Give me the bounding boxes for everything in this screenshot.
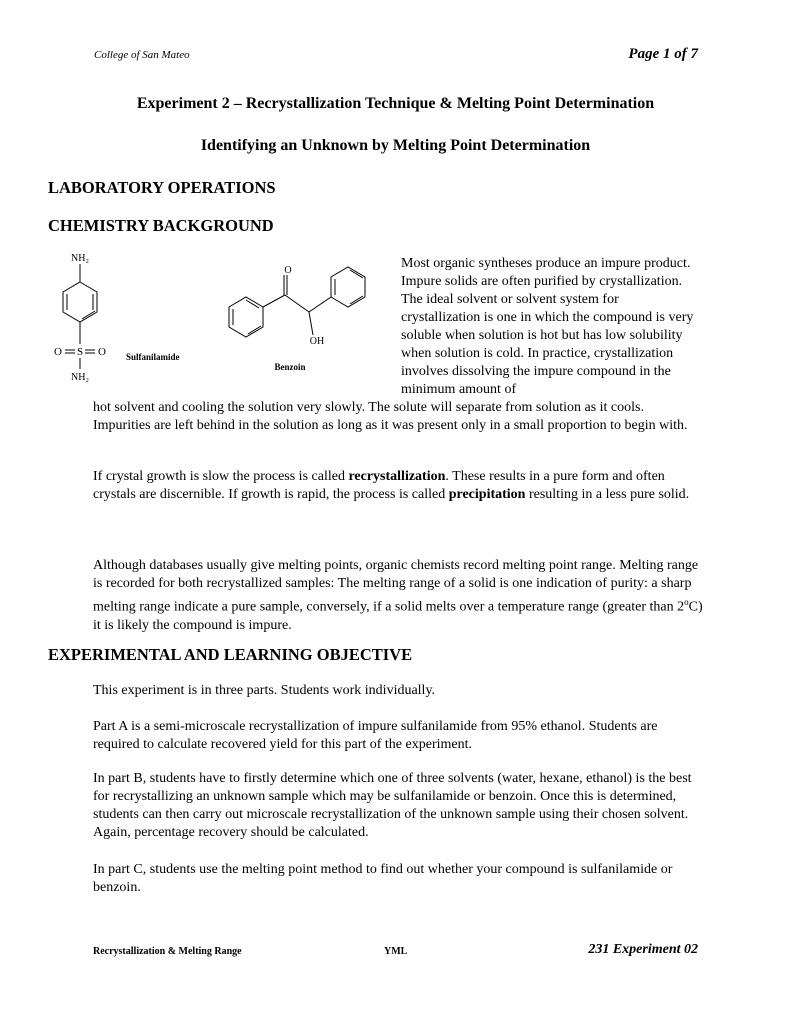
objective-paragraph-1: This experiment is in three parts. Students work individually. <box>93 683 436 698</box>
document-subtitle: Identifying an Unknown by Melting Point Determination <box>200 137 591 154</box>
objective-paragraph-part-a: Part A is a semi-microscale recrystallization of impure sulfanilamide from 95% ethanol. Students are required to calculate recovered yield for this part of the experiment. <box>93 719 658 752</box>
term-recrystallization: recrystallization <box>348 469 446 484</box>
sulfanilamide-label: Sulfanilamide <box>126 352 180 362</box>
objective-paragraph-part-b: In part B, students have to firstly determine which one of three solvents (water, hexane, ethanol) is the best for recrystallizing an unknown sample which may be sulfanilamide or benzoin. Once this is determined, students can then carry out microscale recrystallization of the unknown sample using their chosen solvent. Again, percentage recovery should be calculated. <box>93 771 692 840</box>
sulfanilamide-s: S <box>76 346 84 358</box>
text-run: C) it is likely the compound is impure. <box>93 599 703 633</box>
objective-paragraph-part-c: In part C, students use the melting point method to find out whether your compound is sulfanilamide or benzoin. <box>93 862 673 895</box>
section-heading-objective: EXPERIMENTAL AND LEARNING OBJECTIVE <box>48 645 413 664</box>
sulfanilamide-o-right: O <box>98 346 106 358</box>
background-intro-paragraph: Most organic syntheses produce an impure product. Impure solids are often purified by crystallization. The ideal solvent or solvent system for crystallization is one in which the compound is very soluble when solution is hot but has low solubility when solution is cold. In practice, crystallization involves dissolving the impure compound in the minimum amount of <box>401 256 694 397</box>
text-run: . These results in a pure form and often crystals are discernible. If growth is rapid, the process is called <box>93 469 665 502</box>
sulfanilamide-o-left: O <box>54 346 62 358</box>
header-page-number: Page 1 of 7 <box>628 46 698 62</box>
section-heading-lab-ops: LABORATORY OPERATIONS <box>48 178 276 197</box>
term-precipitation: precipitation <box>448 487 526 502</box>
section-heading-chem-bg: CHEMISTRY BACKGROUND <box>48 216 274 235</box>
text-run: If crystal growth is slow the process is called <box>93 469 349 484</box>
benzoin-label: Benzoin <box>274 362 306 372</box>
background-intro-continuation: hot solvent and cooling the solution very slowly. The solute will separate from solution as it cools. Impurities are left behind in the solution as long as it was present only in a small proportion to begin with. <box>93 400 688 433</box>
benzoin-structure <box>215 265 390 380</box>
benzoin-oh: OH <box>309 336 325 347</box>
document-title: Experiment 2 – Recrystallization Technique & Melting Point Determination <box>136 95 655 112</box>
melting-range-paragraph <box>93 557 703 635</box>
sulfanilamide-nh2-top: NH₂ <box>71 253 89 264</box>
sulfanilamide-structure <box>45 248 205 388</box>
benzoin-o: O <box>284 265 292 276</box>
degree-superscript: o <box>684 597 689 607</box>
header-institution: College of San Mateo <box>94 49 190 61</box>
footer-middle: YML <box>384 946 408 957</box>
text-run: resulting in a less pure solid. <box>525 487 690 502</box>
footer-right: 231 Experiment 02 <box>588 942 698 957</box>
footer-left: Recrystallization & Melting Range <box>93 946 242 957</box>
recrystallization-paragraph <box>93 468 703 504</box>
text-run: Although databases usually give melting points, organic chemists record melting point range. Melting range is recorded for both recrystallized samples: The melting range of a solid is one indication of purity: a sharp melting range indicate a pure sample, conversely, if a solid melts over a temperature range (greater than 2 <box>93 558 699 615</box>
sulfanilamide-nh2-bottom: NH₂ <box>71 372 89 383</box>
